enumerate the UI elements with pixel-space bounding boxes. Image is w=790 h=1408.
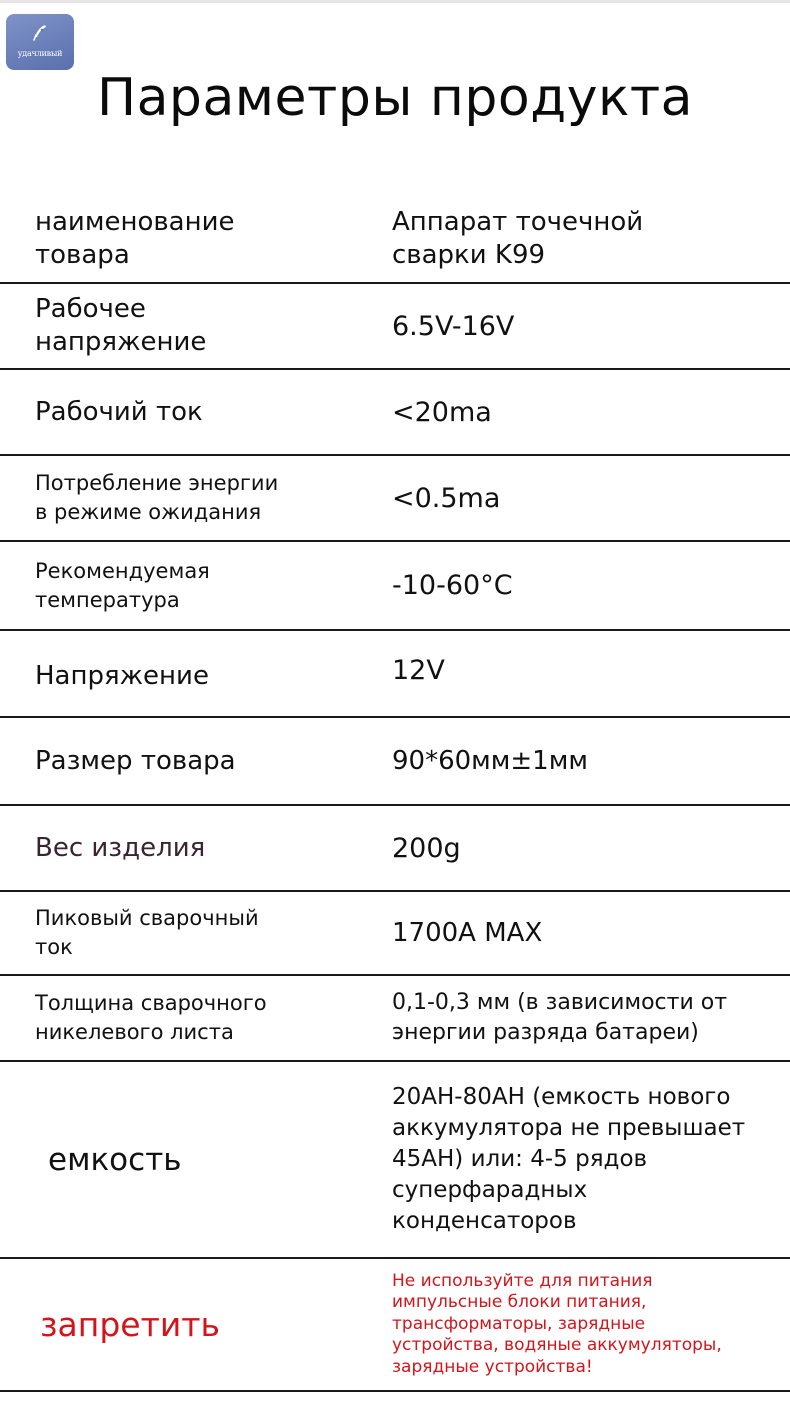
quill-pen-icon <box>30 23 50 43</box>
spec-table <box>0 196 790 1392</box>
spec-row-prohibited <box>0 1259 790 1392</box>
top-divider <box>0 0 790 3</box>
row-label: Напряжение <box>35 661 209 691</box>
row-label: Потребление энергии в режиме ожидания <box>35 471 279 524</box>
row-value: <20ma <box>392 396 492 428</box>
row-value: 6.5V-16V <box>392 310 515 342</box>
row-value: <0.5ma <box>392 482 501 514</box>
spec-row-peak-current <box>0 892 790 976</box>
spec-row-voltage <box>0 631 790 718</box>
row-label: Рабочий ток <box>35 396 203 427</box>
spec-row-product-weight <box>0 806 790 892</box>
spec-row-recommended-temperature <box>0 542 790 631</box>
spec-row-operating-voltage <box>0 284 790 370</box>
spec-row-nickel-thickness <box>0 976 790 1062</box>
row-value: Аппарат точечной сварки K99 <box>392 207 644 270</box>
logo-text: удачливый <box>17 49 63 58</box>
page-title: Параметры продукта <box>96 68 694 128</box>
row-value: 1700A MAX <box>392 917 543 948</box>
spec-row-standby-consumption <box>0 456 790 542</box>
row-label: Толщина сварочного никелевого листа <box>35 991 267 1044</box>
row-label: Вес изделия <box>35 832 206 863</box>
row-value: 20AH-80AH (емкость нового аккумулятора не превышает 45AH) или: 4-5 рядов суперфарадных конденсаторов <box>392 1084 746 1234</box>
row-label: Рекомендуемая температура <box>35 558 210 612</box>
row-label: Рабочее напряжение <box>35 294 207 357</box>
spec-row-product-size <box>0 718 790 806</box>
warning-text: Не используйте для питания импульсные блоки питания, трансформаторы, зарядные устройства, водяные аккумуляторы, зарядные устройства! <box>392 1270 722 1377</box>
row-label: Пиковый сварочный ток <box>35 906 259 959</box>
row-label: запретить <box>40 1304 220 1344</box>
row-label: емкость <box>48 1141 182 1178</box>
row-value: 90*60мм±1мм <box>392 745 588 776</box>
row-value: 12V <box>392 655 445 686</box>
row-value: 0,1-0,3 мм (в зависимости от энергии разряда батареи) <box>392 990 728 1045</box>
row-label: наименование товара <box>35 207 235 270</box>
spec-row-capacity <box>0 1062 790 1259</box>
spec-row-operating-current <box>0 370 790 456</box>
row-value: 200g <box>392 832 461 864</box>
spec-row-product-name <box>0 196 790 284</box>
row-label: Размер товара <box>35 745 236 776</box>
row-value: -10-60°C <box>392 570 513 601</box>
